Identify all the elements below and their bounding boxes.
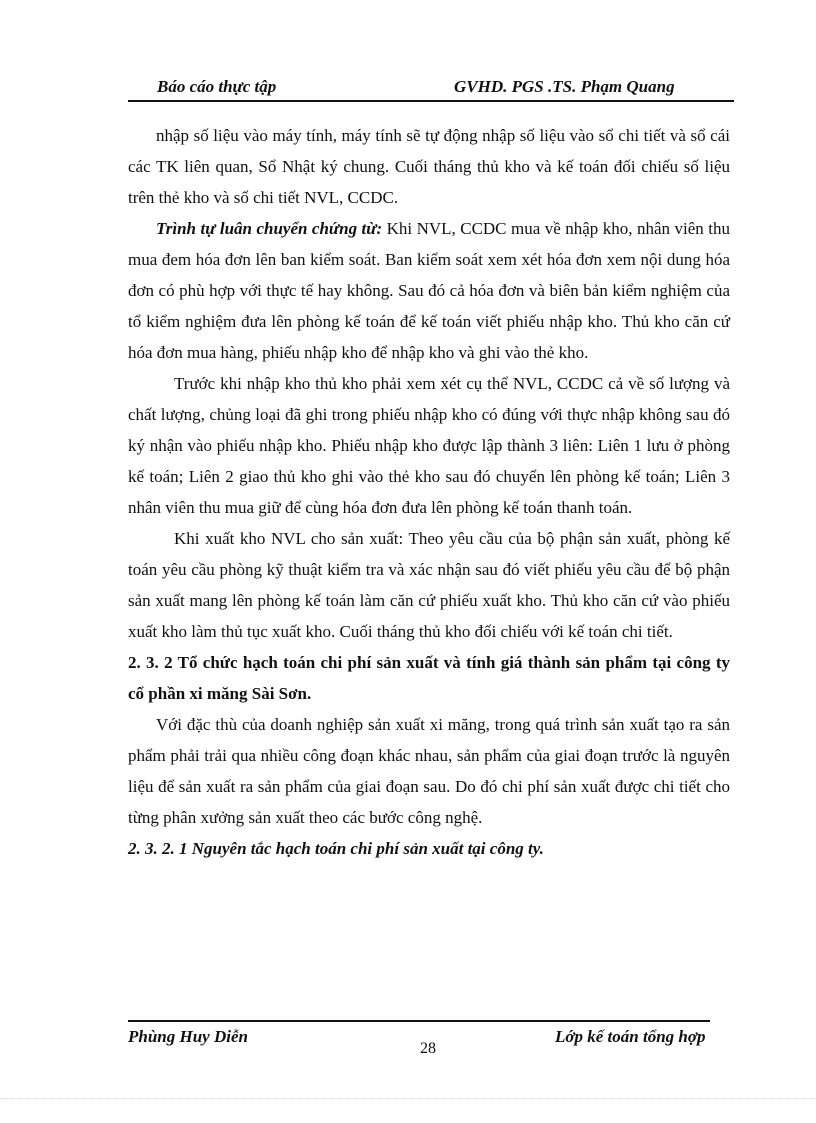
header-advisor: GVHD. PGS .TS. Phạm Quang bbox=[454, 77, 675, 96]
body-text bbox=[128, 120, 730, 864]
paragraph-3: Trước khi nhập kho thủ kho phải xem xét cụ thể NVL, CCDC cả về số lượng và chất lượng, chủng loại đã ghi trong phiếu nhập kho có đúng với thực nhập không sau đó ký nhận vào phiếu nhập kho. Phiếu nhập kho được lập thành 3 liên: Liên 1 lưu ở phòng kế toán; Liên 2 giao thủ kho ghi vào thẻ kho sau đó chuyển lên phòng kế toán; Liên 3 nhân viên thu mua giữ để cùng hóa đơn đưa lên phòng kế toán thanh toán. bbox=[128, 374, 730, 517]
footer-rule bbox=[128, 1020, 710, 1022]
page-bottom-dotted-line bbox=[0, 1098, 816, 1099]
paragraph-4: Khi xuất kho NVL cho sản xuất: Theo yêu cầu của bộ phận sản xuất, phòng kế toán yêu cầu phòng kỹ thuật kiểm tra và xác nhận sau đó viết phiếu yêu cầu để bộ phận sản xuất mang lên phòng kế toán làm căn cứ phiếu xuất kho. Thủ kho căn cứ vào phiếu xuất kho làm thủ tục xuất kho. Cuối tháng thủ kho đối chiếu với kế toán chi tiết. bbox=[128, 529, 730, 641]
header-report-title: Báo cáo thực tập bbox=[157, 77, 277, 96]
footer-author: Phùng Huy Diễn bbox=[128, 1027, 248, 1046]
paragraph-1: nhập số liệu vào máy tính, máy tính sẽ tự động nhập số liệu vào sổ chi tiết và sổ cái các TK liên quan, Sổ Nhật ký chung. Cuối tháng thủ kho và kế toán đối chiếu số liệu trên thẻ kho và sổ chi tiết NVL, CCDC. bbox=[128, 126, 730, 207]
paragraph-2 bbox=[128, 213, 730, 368]
footer-class: Lớp kế toán tổng hợp bbox=[555, 1027, 706, 1046]
paragraph-2-text: Khi NVL, CCDC mua về nhập kho, nhân viên thu mua đem hóa đơn lên ban kiểm soát. Ban kiểm soát xem xét hóa đơn xem nội dung hóa đơn có phù hợp với thực tế hay không. Sau đó cả hóa đơn và biên bản kiểm nghiệm của tổ kiểm nghiệm đưa lên phòng kế toán để kế toán viết phiếu nhập kho. Thủ kho căn cứ hóa đơn mua hàng, phiếu nhập kho để nhập kho và ghi vào thẻ kho. bbox=[128, 219, 730, 362]
paragraph-5: Với đặc thù của doanh nghiệp sản xuất xi măng, trong quá trình sản xuất tạo ra sản phẩm phải trải qua nhiều công đoạn khác nhau, sản phẩm của giai đoạn trước là nguyên liệu để sản xuất ra sản phẩm của giai đoạn sau. Do đó chi phí sản xuất được chi tiết cho từng phân xưởng sản xuất theo các bước công nghệ. bbox=[128, 715, 730, 827]
subsection-heading: 2. 3. 2. 1 Nguyên tắc hạch toán chi phí sản xuất tại công ty. bbox=[128, 839, 544, 858]
header-rule bbox=[128, 100, 734, 102]
page-number: 28 bbox=[420, 1040, 436, 1057]
paragraph-2-lead: Trình tự luân chuyển chứng từ: bbox=[156, 219, 383, 238]
section-heading: 2. 3. 2 Tổ chức hạch toán chi phí sản xuất và tính giá thành sản phẩm tại công ty cổ phần xi măng Sài Sơn. bbox=[128, 653, 730, 703]
